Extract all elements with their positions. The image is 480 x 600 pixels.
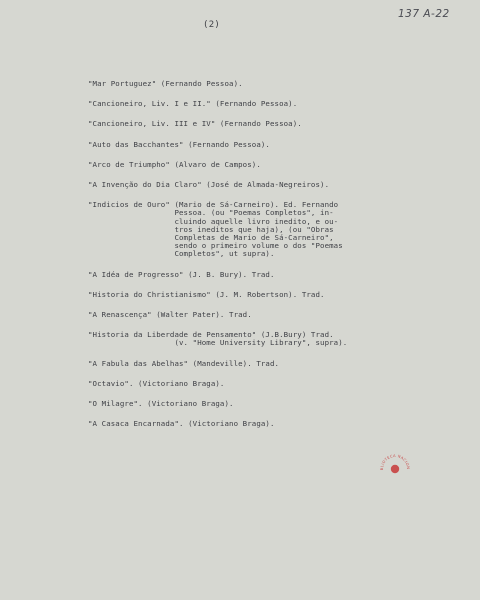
page-number: (2) <box>203 20 221 30</box>
entry-list <box>88 80 468 428</box>
list-item: "Cancioneiro, Liv. I e II." (Fernando Pessoa). <box>88 99 298 109</box>
list-item: "Cancioneiro, Liv. III e IV" (Fernando Pessoa). <box>88 119 302 129</box>
list-item: "A Casaca Encarnada". (Victoriano Braga). <box>88 419 275 429</box>
list-item: "A Fabula das Abelhas" (Mandeville). Trad. <box>88 358 280 368</box>
stamp-seal <box>391 465 399 473</box>
list-item: "A Renascença" (Walter Pater). Trad. <box>88 310 252 320</box>
stamp-text: BLIOTECA NACION <box>379 453 411 471</box>
list-item: "A Invenção do Dia Claro" (José de Almada-Negreiros). <box>88 180 330 190</box>
library-stamp-icon <box>377 449 413 485</box>
list-item: "A Idéa de Progresso" (J. B. Bury). Trad. <box>88 269 275 279</box>
list-item: "O Milagre". (Victoriano Braga). <box>88 399 234 409</box>
list-item: "Historia do Christianismo" (J. M. Robertson). Trad. <box>88 289 325 299</box>
list-item: "Indicios de Ouro" (Mario de Sá-Carneiro). Ed. Fernando Pessoa. (ou "Poemas Completos", in- cluindo aquelle livro inedito, e ou- tros ineditos que haja), (ou "Obras Completas de Mario de Sá-Carneiro", sendo o primeiro volume o dos "Poemas Completos", ut supra). <box>88 200 343 259</box>
list-item: "Historia da Liberdade de Pensamento" (J.B.Bury) Trad. (v. "Home University Library", supra). <box>88 330 348 348</box>
list-item: "Arco de Triumpho" (Alvaro de Campos). <box>88 159 261 169</box>
list-item: "Auto das Bacchantes" (Fernando Pessoa). <box>88 139 270 149</box>
list-item: "Mar Portuguez" (Fernando Pessoa). <box>88 79 243 88</box>
list-item: "Octavio". (Victoriano Braga). <box>88 378 225 388</box>
archive-reference: 137 A-22 <box>398 8 450 20</box>
